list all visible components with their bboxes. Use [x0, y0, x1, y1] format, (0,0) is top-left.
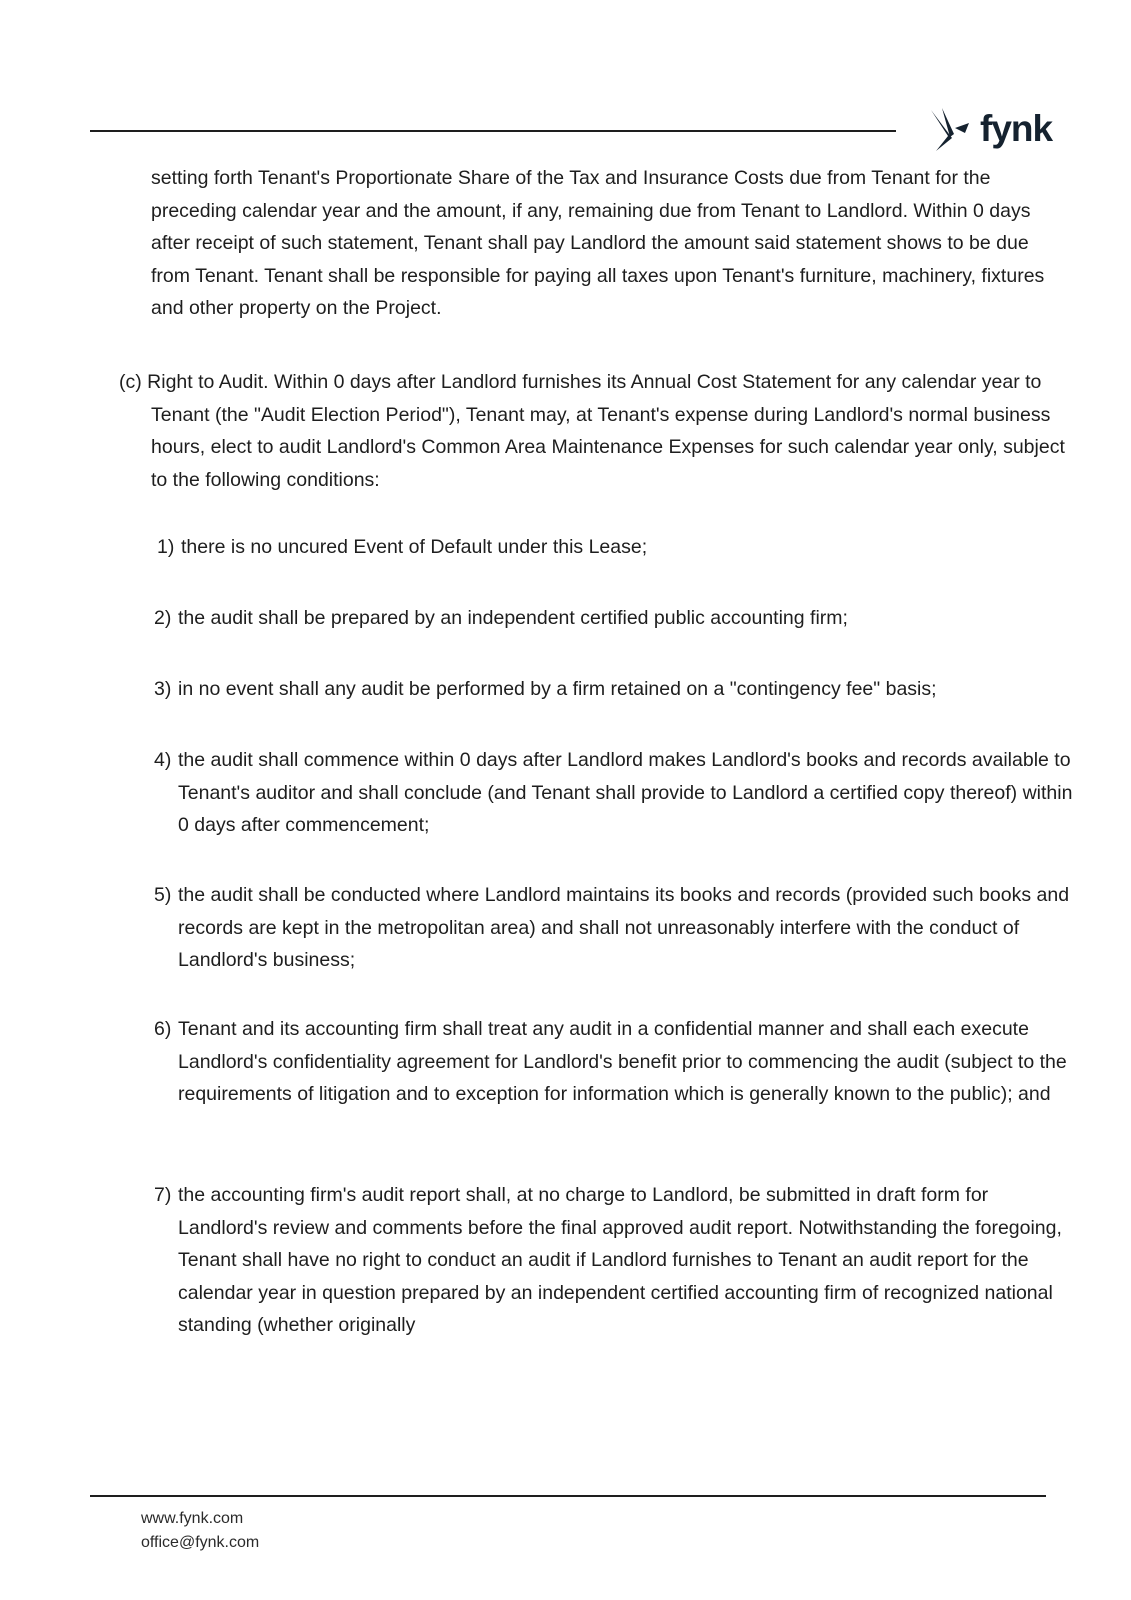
list-item — [154, 879, 1078, 977]
list-item-text: Tenant and its accounting firm shall treat any audit in a confidential manner and shall each execute Landlord's confidentiality agreement for Landlord's benefit prior to commencing the audit (subject to the requirements of litigation and to exception for information which is generally known to the public); and — [178, 1018, 1067, 1106]
list-item — [154, 1179, 1078, 1342]
list-item-number: 5) — [154, 884, 172, 906]
footer-divider — [90, 1495, 1046, 1497]
list-item-number: 7) — [154, 1184, 172, 1206]
bird-logo-icon — [928, 106, 974, 152]
list-item-number: 6) — [154, 1018, 172, 1040]
list-item-number: 2) — [154, 607, 172, 629]
list-item-number: 1) — [157, 536, 175, 558]
fynk-logo — [928, 104, 1058, 156]
list-item-text: the accounting firm's audit report shall, at no charge to Landlord, be submitted in draft form for Landlord's review and comments before the final approved audit report. Notwithstanding the foregoing, Tenant shall have no right to conduct an audit if Landlord furnishes to Tenant an audit report for the calendar year in question prepared by an independent certified accounting firm of recognized national standing (whether originally — [178, 1184, 1062, 1337]
logo-wordmark: fynk — [980, 108, 1053, 149]
section-c-paragraph: (c) Right to Audit. Within 0 days after Landlord furnishes its Annual Cost Statement for any calendar year to Tenant (the "Audit Election Period"), Tenant may, at Tenant's expense during Landlord's normal business hours, elect to audit Landlord's Common Area Maintenance Expenses for such calendar year only, subject to the following conditions: — [119, 371, 1065, 491]
footer-email[interactable]: office@fynk.com — [141, 1534, 260, 1551]
list-item-text: in no event shall any audit be performed by a firm retained on a "contingency fee" basis; — [178, 678, 937, 700]
footer-website[interactable]: www.fynk.com — [141, 1510, 244, 1527]
list-item — [154, 744, 1078, 842]
intro-paragraph: setting forth Tenant's Proportionate Share of the Tax and Insurance Costs due from Tenant for the preceding calendar year and the amount, if any, remaining due from Tenant to Landlord. Within 0 days after receipt of such statement, Tenant shall pay Landlord the amount said statement shows to be due from Tenant. Tenant shall be responsible for paying all taxes upon Tenant's furniture, machinery, fixtures and other property on the Project. — [151, 167, 1045, 320]
list-item — [154, 673, 1078, 706]
list-item-text: the audit shall be prepared by an independent certified public accounting firm; — [178, 607, 848, 629]
list-item-number: 3) — [154, 678, 172, 700]
list-item-text: there is no uncured Event of Default under this Lease; — [181, 536, 648, 558]
footer — [141, 1507, 259, 1555]
header-divider — [90, 130, 896, 132]
list-item-text: the audit shall commence within 0 days after Landlord makes Landlord's books and records available to Tenant's auditor and shall conclude (and Tenant shall provide to Landlord a certified copy thereof) within 0 days after commencement; — [178, 749, 1073, 837]
list-item-text: the audit shall be conducted where Landlord maintains its books and records (provided such books and records are kept in the metropolitan area) and shall not unreasonably interfere with the conduct of Landlord's business; — [178, 884, 1070, 972]
list-item — [154, 1013, 1078, 1111]
list-item-number: 4) — [154, 749, 172, 771]
list-item — [154, 602, 1078, 635]
list-item — [157, 531, 1081, 564]
